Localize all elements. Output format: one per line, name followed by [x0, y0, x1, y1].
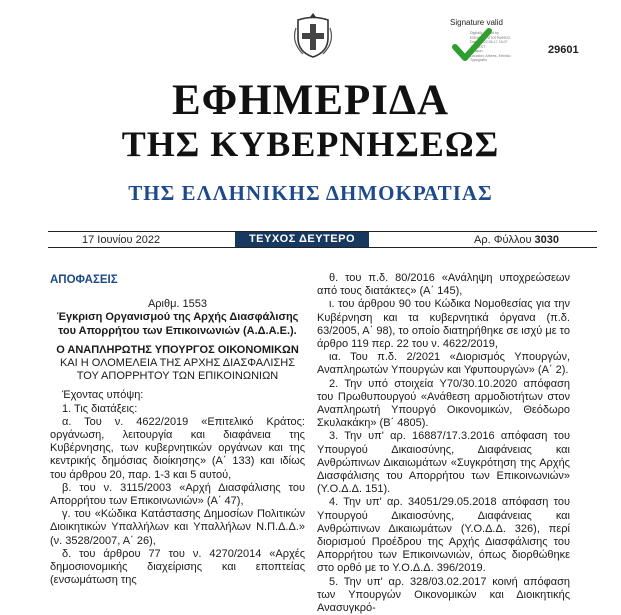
signature-status: Signature valid [450, 18, 503, 27]
gazette-title: ΕΦΗΜΕΡΙΔΑ [171, 77, 450, 124]
page-number: 29601 [548, 44, 579, 56]
signature-details: Digitally signed by ΕΘΝΙΚΟ ΤΥΠΟΓΡΑΦΕΙΟ Date: 2022.06.17 16:07 :34 EEST Reason: Location: Athens, Ethniko Typografio [470, 31, 511, 62]
paragraph-th: θ. του π.δ. 80/2016 «Ανάληψη υποχρεώσεων από τους διατάκτες» (Α΄ 145), [317, 272, 570, 298]
left-column [50, 274, 305, 587]
paragraph-5: 5. Την υπ' αρ. 328/03.02.2017 κοινή απόφαση των Υπουργών Οικονομικών και Διοικητικής Ανασυγκρό- [317, 575, 570, 615]
considering-text: Έχοντας υπόψη: [62, 389, 144, 402]
paragraph-ia: ια. Του π.δ. 2/2021 «Διορισμός Υπουργών, Αναπληρωτών Υπουργών και Υφυπουργών» (Α΄ 2). [317, 351, 570, 377]
paragraph-a: α. Του ν. 4622/2019 «Επιτελικό Κράτος: οργάνωση, λειτουργία και διαφάνεια της Κυβέρνησης, των κυβερνητικών οργάνων και της κεντρικής δημόσιας διοίκησης» (Α΄ 133) και ιδίως του άρθρου 20, παρ. 1-3 και 5 αυτού, [50, 415, 305, 481]
paragraph-3: 3. Την υπ' αρ. 16887/17.3.2016 απόφαση του Υπουργού Δικαιοσύνης, Διαφάνειας και Ανθρώπινων Δικαιωμάτων «Συγκρότηση της Αρχής Διασφάλισης του Απορρήτου των Επικοινωνιών» (Υ.Ο.Δ.Δ. 151). [317, 430, 570, 496]
right-column [317, 272, 570, 615]
paragraph-c: γ. του «Κώδικα Κατάστασης Δημοσίων Πολιτικών Διοικητικών Υπαλλήλων και Υπαλλήλων Ν.Π.Δ.Δ.» (ν. 3528/2007, Α΄ 26), [50, 508, 305, 547]
paragraph-1: 1. Τις διατάξεις: [62, 402, 138, 415]
paragraph-b: β. του ν. 3115/2003 «Αρχή Διασφάλισης του Απορρήτου των Επικοινωνιών» (Α΄ 47), [50, 481, 305, 508]
paragraph-2: 2. Την υπό στοιχεία Υ70/30.10.2020 απόφαση του Πρωθυπουργού «Ανάθεση αρμοδιοτήτων στον Αναπληρωτή Υπουργό Οικονομικών, Θεόδωρο Σκυλακάκη» (Β΄ 4805). [317, 377, 570, 430]
section-heading: ΑΠΟΦΑΣΕΙΣ [50, 274, 118, 286]
paragraph-i: ι. του άρθρου 90 του Κώδικα Νομοθεσίας για την Κυβέρνηση και τα κυβερνητικά όργανα (π.δ. 63/2005, Α΄ 98), το οποίο διατηρήθηκε σε ισχύ με το άρθρο 119 περ. 22 του ν. 4622/2019, [317, 298, 570, 351]
decision-title: Έγκριση Οργανισμού της Αρχής Διασφάλισης του Απορρήτου των Επικοινωνιών (Α.Δ.Α.Ε.). [56, 311, 299, 337]
signature-check-icon[interactable] [452, 27, 492, 63]
issue-date: 17 Ιουνίου 2022 [82, 234, 161, 246]
paragraph-d: δ. του άρθρου 77 του ν. 4270/2014 «Αρχές δημοσιονομικής διαχείρισης και εποπτείας (ενσωμάτωση της [50, 547, 305, 587]
divider-bottom [48, 247, 597, 248]
paragraph-4: 4. Την υπ' αρ. 34051/29.05.2018 απόφαση του Υπουργού Δικαιοσύνης, Διαφάνειας και Ανθρώπινων Δικαιωμάτων (Υ.Ο.Δ.Δ. 326), περί διορισμού Προέδρου της Αρχής Διασφάλισης του Απορρήτου των Επικοινωνιών, όπως διορθώθηκε στο ορθό με το Υ.Ο.Δ.Δ. 396/2019. [317, 496, 570, 575]
greek-coat-of-arms-icon [293, 12, 333, 58]
decision-number: Αριθμ. 1553 [147, 298, 208, 311]
authority-line-1: Ο ΑΝΑΠΛΗΡΩΤΗΣ ΥΠΟΥΡΓΟΣ ΟΙΚΟΝΟΜΙΚΩΝ [56, 343, 299, 356]
authority-line-2: ΚΑΙ Η ΟΛΟΜΕΛΕΙΑ ΤΗΣ ΑΡΧΗΣ ΔΙΑΣΦΑΛΙΣΗΣ ΤΟΥ ΑΠΟΡΡΗΤΟΥ ΤΩΝ ΕΠΙΚΟΙΝΩΝΙΩΝ [59, 357, 296, 383]
issue-badge: ΤΕΥΧΟΣ ΔΕΥΤΕΡΟ [235, 232, 369, 247]
sheet-number: Αρ. Φύλλου 3030 [474, 234, 560, 246]
republic-title: ΤΗΣ ΕΛΛΗΝΙΚΗΣ ΔΗΜΟΚΡΑΤΙΑΣ [128, 181, 493, 205]
gazette-subtitle: ΤΗΣ ΚΥΒΕΡΝΗΣΕΩΣ [121, 124, 500, 164]
